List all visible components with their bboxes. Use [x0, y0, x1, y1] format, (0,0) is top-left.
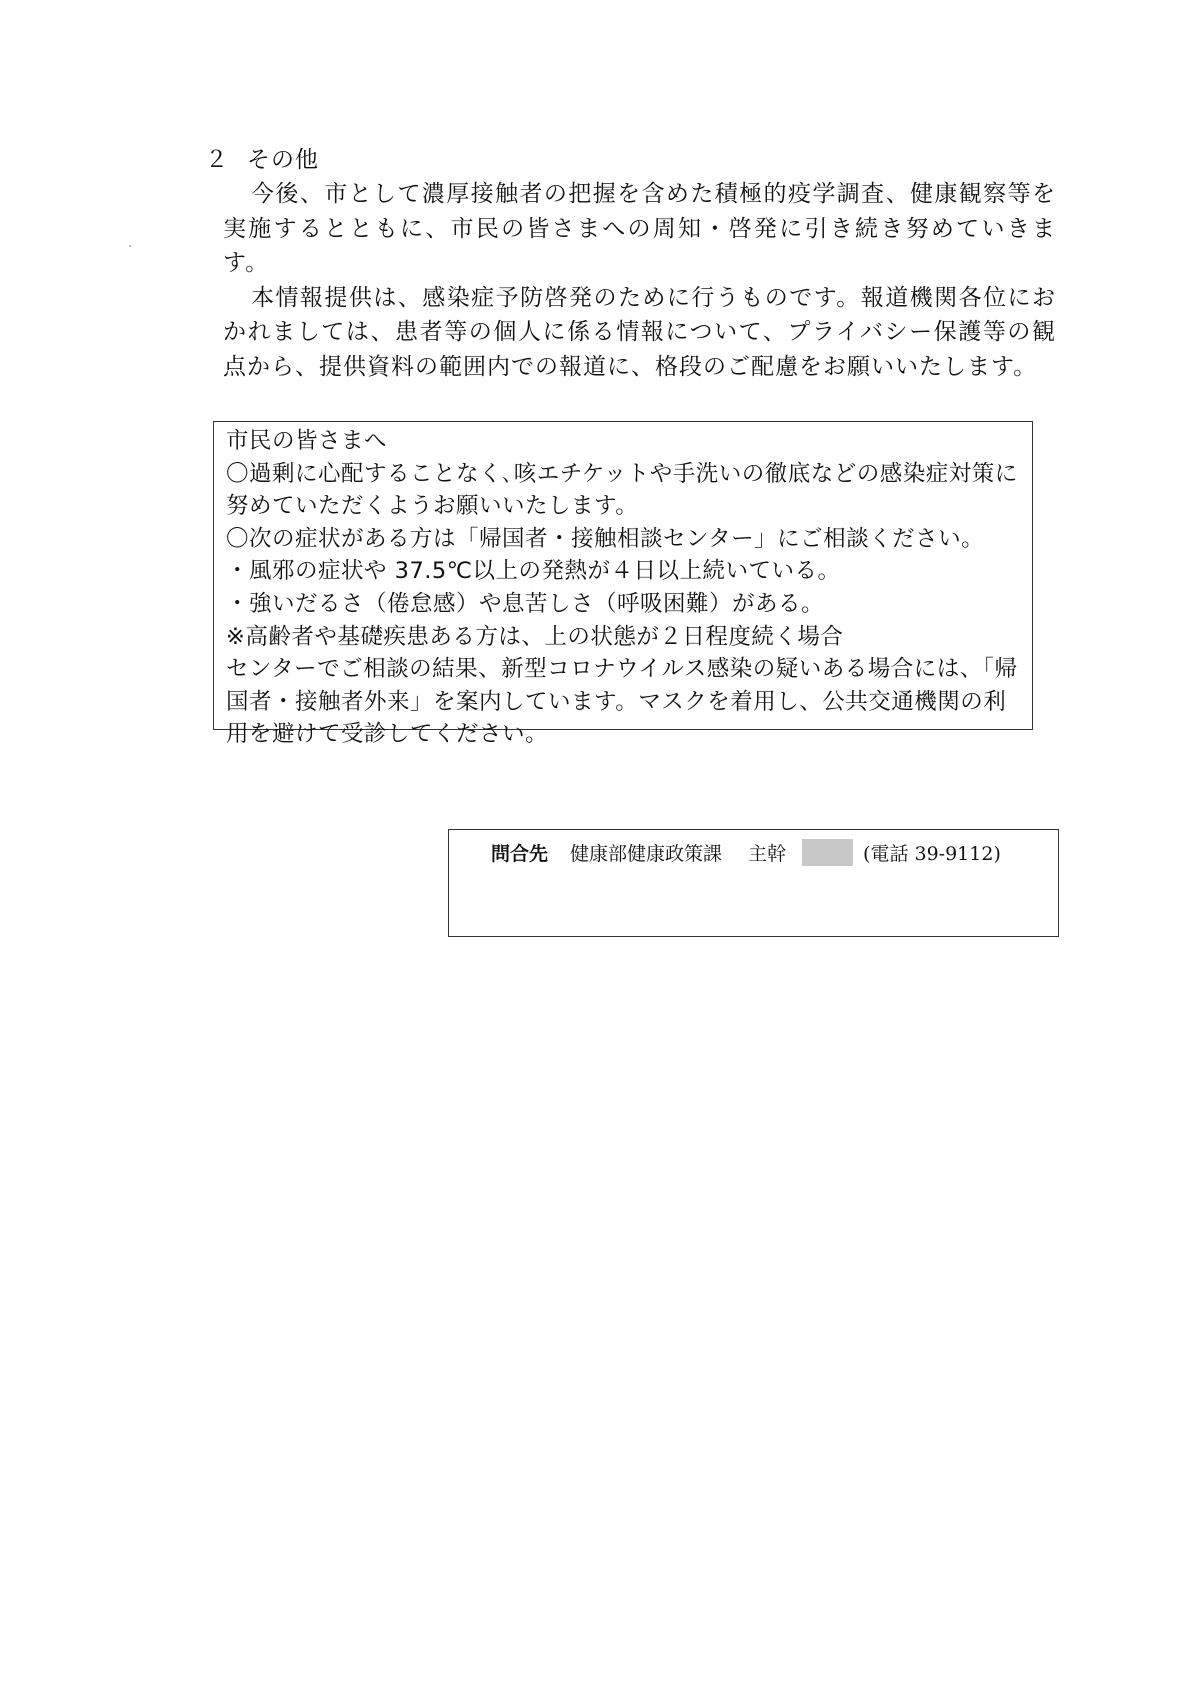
- paragraph-survey: 今後、市として濃厚接触者の把握を含めた積極的疫学調査、健康観察等を実施するとともに、市民の皆さまへの周知・啓発に引き続き努めていきます。: [223, 181, 1056, 276]
- paragraph-press-request: 本情報提供は、感染症予防啓発のために行うものです。報道機関各位におかれましては、患者等の個人に係る情報について、プライバシー保護等の観点から、提供資料の範囲内での報道に、格段のご配慮をお願いいたします。: [223, 284, 1056, 380]
- contact-label: 問合先: [491, 842, 549, 865]
- citizen-notice-box: [213, 421, 1033, 748]
- stray-mark: [129, 245, 131, 247]
- section-number: ２: [205, 147, 229, 173]
- notice-item-prevention: 〇過剰に心配することなく､咳エチケットや手洗いの徹底などの感染症対策に努めていただくようお願いいたします。: [226, 460, 1018, 520]
- notice-bullet-fatigue: ・強いだるさ（倦怠感）や息苦しさ（呼吸困難）がある。: [226, 590, 825, 617]
- contact-box: [448, 829, 1059, 937]
- redacted-name: [802, 839, 853, 866]
- section-title: その他: [247, 147, 319, 173]
- contact-department: 健康部健康政策課: [570, 842, 723, 865]
- notice-closing: センターでご相談の結果、新型コロナウイルス感染の疑いある場合には、「帰国者・接触者外来」を案内しています。マスクを着用し、公共交通機関の利用を避けて受診してください。: [226, 656, 1018, 748]
- notice-elderly-note: ※高齢者や基礎疾患ある方は、上の状態が２日程度続く場合: [226, 623, 844, 650]
- section-other: [205, 143, 1055, 384]
- notice-heading: 市民の皆さまへ: [226, 428, 388, 454]
- notice-item-symptoms: 〇次の症状がある方は「帰国者・接触相談センター」にご相談ください。: [226, 525, 985, 552]
- contact-phone: (電話 39-9112): [863, 842, 1001, 865]
- contact-row: [491, 836, 1001, 868]
- contact-title: 主幹: [748, 842, 787, 865]
- section-heading: [205, 143, 1055, 177]
- notice-bullet-fever: ・風邪の症状や 37.5℃以上の発熱が４日以上続いている。: [226, 558, 841, 585]
